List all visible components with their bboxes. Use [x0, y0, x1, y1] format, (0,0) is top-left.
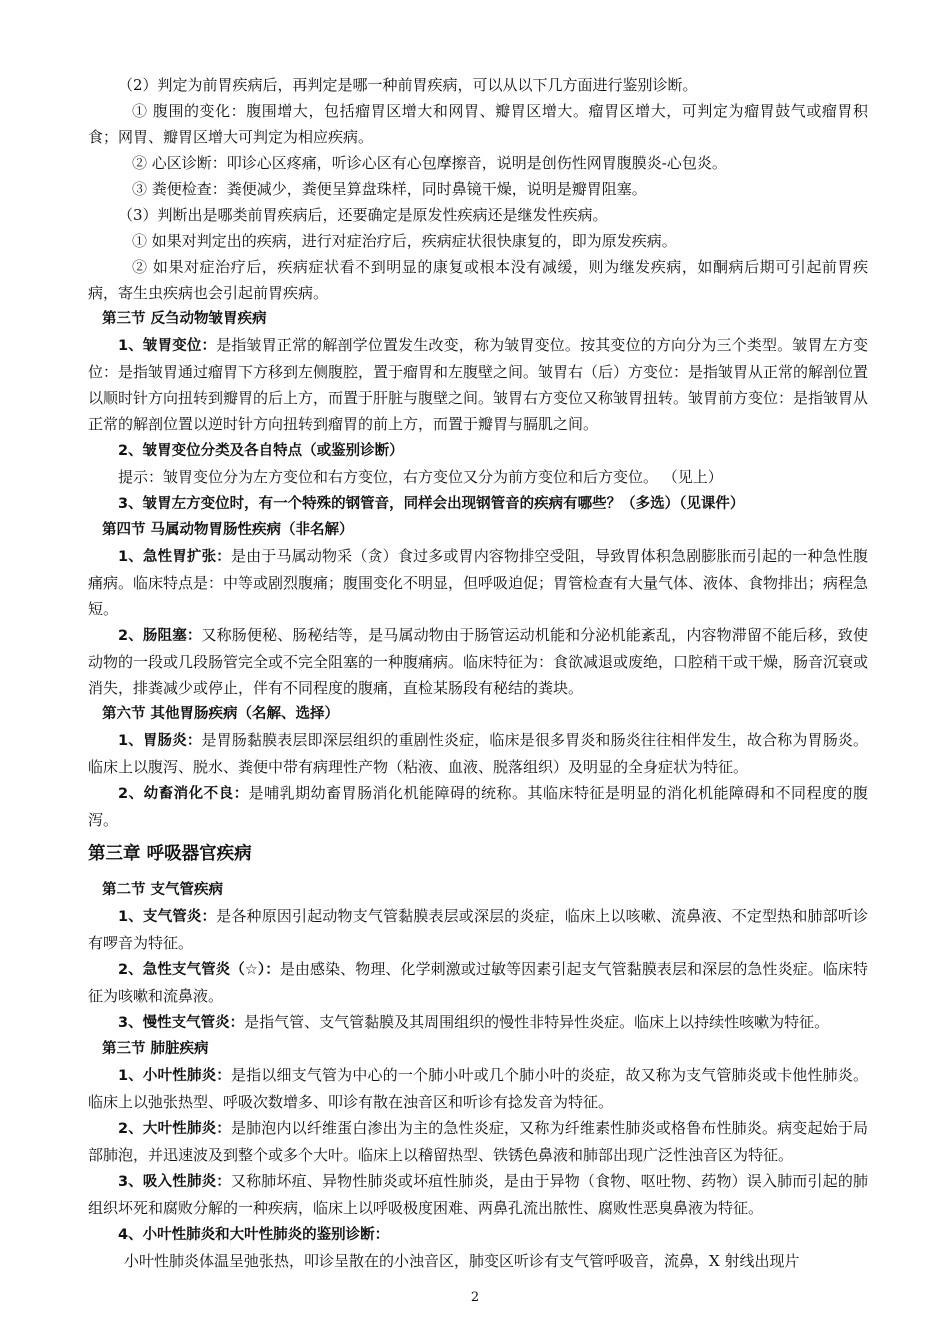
term: 3、吸入性肺炎：: [118, 1174, 231, 1190]
definition-paragraph: [88, 1115, 868, 1168]
paragraph: ② 如果对症治疗后，疾病症状看不到明显的康复或根本没有减缓，则为继发疾病，如酮病后期可引起前胃疾病，寄生虫疾病也会引起前胃疾病。: [88, 258, 868, 302]
definition-text: 是由于马属动物采（贪）食过多或胃内容物排空受阻，导致胃体积急剧膨胀而引起的一种急性腹痛病。临床特点是：中等或剧烈腹痛；腹围变化不明显，但呼吸迫促；胃管检查有大量气体、液体、食物排出；病程急短。: [88, 547, 869, 618]
paragraph: ③ 粪便检查：粪便减少，粪便呈算盘珠样，同时鼻镜干燥，说明是瓣胃阻塞。: [132, 180, 647, 198]
definition-text: 是指气管、支气管黏膜及其周围组织的慢性非特异性炎症。临床上以持续性咳嗽为特征。: [244, 1013, 830, 1031]
section-heading: 第四节 马属动物胃肠性疾病（非名解）: [102, 522, 354, 538]
definition-paragraph: [88, 543, 868, 622]
definition-paragraph: [88, 1168, 868, 1221]
term: 4、小叶性肺炎和大叶性肺炎的鉴别诊断：: [118, 1227, 390, 1243]
page-number: 2: [470, 1290, 480, 1305]
definition-paragraph: [88, 780, 868, 833]
definition-paragraph: [88, 727, 868, 780]
term: 1、支气管炎：: [118, 909, 217, 925]
definition-text: 又称肺坏疽、异物性肺炎或坏疽性肺炎，是由于异物（食物、呕吐物、药物）误入肺而引起的肺组织坏死和腐败分解的一种疾病，临床上以呼吸极度困难、两鼻孔流出脓性、腐败性恶臭鼻液为特征。: [88, 1172, 868, 1217]
definition-text: 是哺乳期幼畜胃肠消化机能障碍的统称。其临床特征是明显的消化机能障碍和不同程度的腹泻。: [88, 784, 868, 829]
term: 1、胃肠炎：: [118, 733, 202, 749]
term: 2、肠阻塞：: [118, 628, 202, 644]
section-heading: 第六节 其他胃肠疾病（名解、选择）: [102, 706, 340, 722]
document-page: [88, 72, 868, 1274]
question-heading: [88, 437, 868, 464]
question-heading: [88, 1221, 868, 1248]
term: 3、慢性支气管炎：: [118, 1015, 245, 1031]
paragraph: （3）判断出是哪类前胃疾病后，还要确定是原发性疾病还是继发性疾病。: [118, 206, 608, 224]
definition-paragraph: [88, 1062, 868, 1115]
term: 2、幼畜消化不良：: [118, 786, 249, 802]
section-heading: 第二节 支气管疾病: [102, 882, 224, 898]
term: 3、皱胃左方变位时，有一个特殊的钢管音，同样会出现钢管音的疾病有哪些？（多选）（见课件）: [118, 496, 745, 512]
definition-text: 是指以细支气管为中心的一个肺小叶或几个肺小叶的炎症，故又称为支气管肺炎或卡他性肺炎。临床上以弛张热型、呼吸次数增多、叩诊有散在浊音区和听诊有捻发音为特征。: [88, 1066, 868, 1111]
section-heading: 第三节 反刍动物皱胃疾病: [102, 311, 267, 327]
paragraph: ② 心区诊断：叩诊心区疼痛，听诊心区有心包摩擦音，说明是创伤性网胃腹膜炎-心包炎。: [132, 154, 727, 172]
definition-text: 是由感染、物理、化学刺激或过敏等因素引起支气管黏膜表层和深层的急性炎症。临床特征为咳嗽和流鼻液。: [88, 960, 868, 1005]
definition-text: 是肺泡内以纤维蛋白渗出为主的急性炎症，又称为纤维素性肺炎或格鲁布性肺炎。病变起始于局部肺泡，并迅速波及到整个或多个大叶。临床上以稽留热型、铁锈色鼻液和肺部出现广泛性浊音区为特征。: [88, 1119, 868, 1164]
term: 2、皱胃变位分类及各自特点（或鉴别诊断）: [118, 443, 404, 459]
definition-paragraph: [88, 1009, 868, 1036]
question-heading: [88, 490, 868, 517]
definition-paragraph: [88, 956, 868, 1009]
definition-text: 是胃肠黏膜表层即深层组织的重剧性炎症，临床是很多胃炎和肠炎往往相伴发生，故合称为胃肠炎。临床上以腹泻、脱水、粪便中带有病理性产物（粘液、血液、脱落组织）及明显的全身症状为特征。: [88, 731, 868, 776]
paragraph: ① 腹围的变化：腹围增大，包括瘤胃区增大和网胃、瓣胃区增大。瘤胃区增大，可判定为瘤胃鼓气或瘤胃积食；网胃、瓣胃区增大可判定为相应疾病。: [88, 102, 868, 146]
definition-paragraph: [88, 622, 868, 701]
term: 1、皱胃变位：: [118, 338, 217, 354]
section-heading: 第三节 肺脏疾病: [102, 1041, 209, 1057]
hint-paragraph: 提示：皱胃变位分为左方变位和右方变位，右方变位又分为前方变位和后方变位。 （见上）: [118, 468, 723, 486]
term: 2、大叶性肺炎：: [118, 1121, 231, 1137]
term: 1、小叶性肺炎：: [118, 1068, 231, 1084]
paragraph: 小叶性肺炎体温呈弛张热，叩诊呈散在的小浊音区，肺变区听诊有支气管呼吸音，流鼻，X 射线出现片: [124, 1252, 800, 1270]
term: 2、急性支气管炎（☆）：: [118, 962, 280, 978]
definition-text: 又称肠便秘、肠秘结等，是马属动物由于肠管运动机能和分泌机能紊乱，内容物滞留不能后移，致使动物的一段或几段肠管完全或不完全阻塞的一种腹痛病。临床特征为：食欲减退或废绝，口腔稍干或干燥，肠音沉衰或消失，排粪减少或停止，伴有不同程度的腹痛，直检某肠段有秘结的粪块。: [88, 626, 869, 697]
term: 1、急性胃扩张：: [118, 549, 231, 565]
definition-paragraph: [88, 903, 868, 956]
chapter-heading: 第三章 呼吸器官疾病: [88, 844, 252, 864]
definition-paragraph: [88, 332, 868, 437]
paragraph: ① 如果对判定出的疾病，进行对症治疗后，疾病症状很快康复的，即为原发疾病。: [132, 232, 677, 250]
paragraph: （2）判定为前胃疾病后，再判定是哪一种前胃疾病，可以从以下几方面进行鉴别诊断。: [118, 76, 698, 94]
definition-text: 是各种原因引起动物支气管黏膜表层或深层的炎症，临床上以咳嗽、流鼻液、不定型热和肺部听诊有啰音为特征。: [88, 907, 868, 952]
definition-text: 是指皱胃正常的解剖学位置发生改变，称为皱胃变位。按其变位的方向分为三个类型。皱胃左方变位：是指皱胃通过瘤胃下方移到左侧腹腔，置于瘤胃和左腹壁之间。皱胃右（后）方变位：是指皱胃从正常的解剖位置以顺时针方向扭转到瓣胃的后上方，而置于肝脏与腹壁之间。皱胃右方变位又称皱胃扭转。皱胃前方变位：是指皱胃从正常的解剖位置以逆时针方向扭转到瘤胃的前上方，而置于瓣胃与膈肌之间。: [88, 336, 869, 433]
